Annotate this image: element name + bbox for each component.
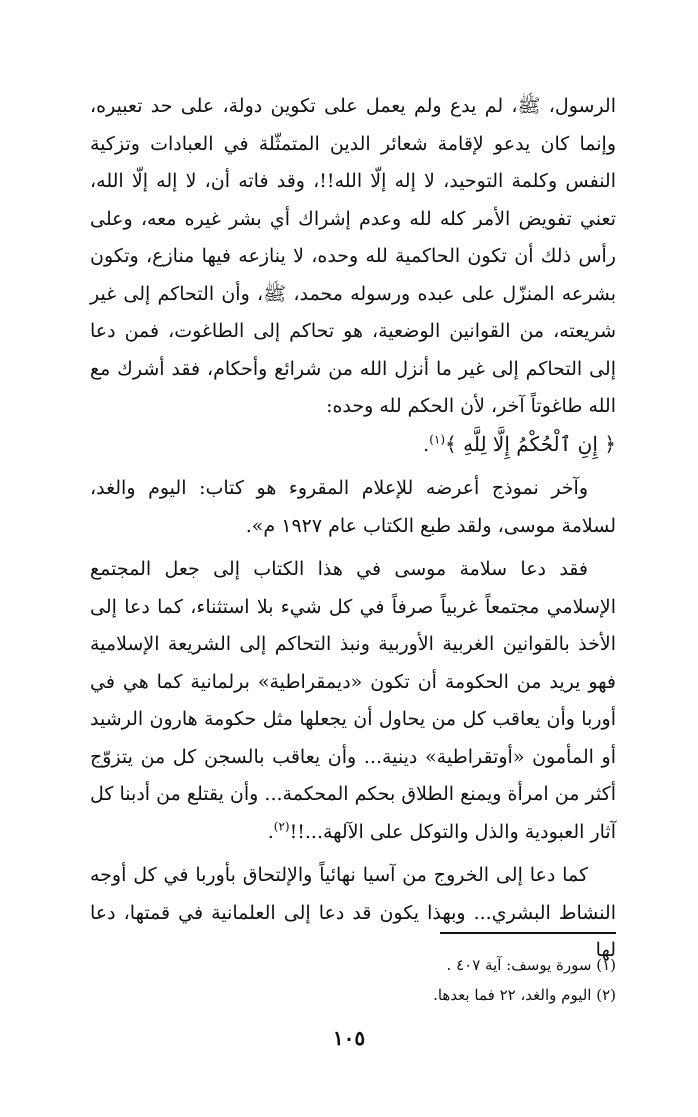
footnote-divider	[440, 932, 616, 934]
footnote-ref-1: (١)	[429, 432, 446, 447]
paragraph-1-text: الرسول، ﷺ، لم يدع ولم يعمل على تكوين دولة، على حد تعبيره، وإنما كان يدعو لإقامة شعائر الدين المتمثّلة في العبادات وتزكية النفس وكلمة التوحيد، لا إله إلّا الله!!، وقد فاته أن، لا إله إلّا الله، تعني تفويض الأمر كله لله وعدم إشراك أي بشر غيره معه، وعلى رأس ذلك أن تكون الحاكمية لله وحده، لا ينازعه فيها منازع، وتكون بشرعه المنزّل على عبده ورسوله محمد، ﷺ، وأن التحاكم إلى غير شريعته، من القوانين الوضعية، هو تحاكم إلى الطاغوت، فمن دعا إلى التحاكم إلى غير ما أنزل الله من شرائع وأحكام، فقد أشرك مع الله طاغوتاً آخر، لأن الحكم لله وحده:	[90, 95, 616, 417]
footnotes	[90, 950, 616, 1010]
paragraph-4: كما دعا إلى الخروج من آسيا نهائياً والإلتحاق بأوربا في كل أوجه النشاط البشري... وبهذا يكون قد دعا إلى العلمانية في قمتها، دعا لها	[90, 864, 616, 961]
paragraph-1	[90, 88, 616, 464]
end-period-1: .	[423, 433, 430, 456]
paragraph-3-text: فقد دعا سلامة موسى في هذا الكتاب إلى جعل المجتمع الإسلامي مجتمعاً غربياً صرفاً في كل شيء بلا استثناء، كما دعا إلى الأخذ بالقوانين الغربية الأوربية ونبذ التحاكم إلى الشريعة الإسلامية فهو يريد من الحكومة أن تكون «ديمقراطية» برلمانية كما هي في أوربا وأن يعاقب كل من يحاول أن يجعلها مثل حكومة هارون الرشيد أو المأمون «أوتقراطية» دينية... وأن يعاقب بالسجن كل من يتزوّج أكثر من امرأة ويمنع الطلاق بحكم المحكمة... وأن يقتلع من أدبنا كل آثار العبودية والذل والتوكل على الآلهة...!!	[90, 558, 616, 843]
paragraph-2: وآخر نموذج أعرضه للإعلام المقروء هو كتاب: اليوم والغد، لسلامة موسى، ولقد طبع الكتاب عام ١٩٢٧ م».	[90, 477, 616, 537]
body-text	[90, 88, 616, 970]
footnote-ref-2: (٢)	[273, 819, 290, 834]
end-period-2: .	[267, 820, 274, 843]
footnote-1: (١) سورة يوسف: آية ٤٠٧ .	[446, 956, 616, 974]
page-number: ١٠٥	[332, 1026, 366, 1050]
footnote-2: (٢) اليوم والغد، ٢٢ فما بعدها.	[433, 986, 616, 1004]
quran-verse: ﴿ إِنِ ٱلْحُكْمُ إِلَّا لِلَّهِ ﴾	[445, 431, 616, 456]
paragraph-3	[90, 551, 616, 851]
